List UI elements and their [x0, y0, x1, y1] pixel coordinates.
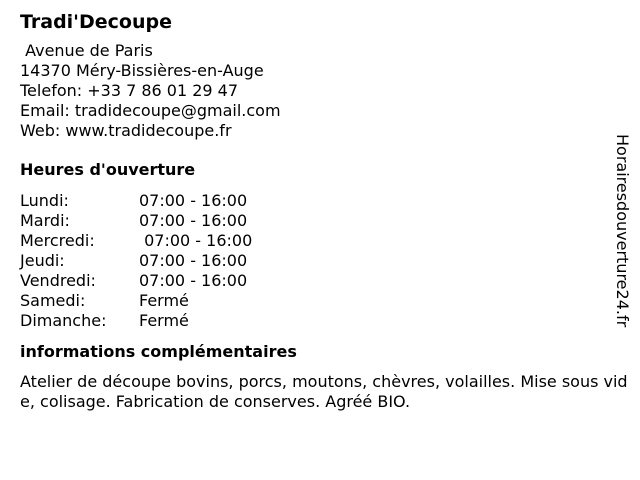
hours-row-tuesday	[20, 211, 620, 231]
hours-row-wednesday	[20, 231, 620, 251]
hours-row-saturday	[20, 291, 620, 311]
business-name: Tradi'Decoupe	[20, 11, 172, 33]
hours-row-thursday	[20, 251, 620, 271]
watermark-text: Horairesdouverture24.fr	[613, 134, 632, 328]
email-line: Email: tradidecoupe@gmail.com	[20, 101, 281, 120]
time-value: 07:00 - 16:00	[139, 231, 253, 250]
time-value: 07:00 - 16:00	[139, 211, 248, 230]
day-label: Samedi:	[20, 291, 86, 310]
time-value: Fermé	[139, 291, 189, 310]
address-street: Avenue de Paris	[20, 41, 153, 60]
day-label: Jeudi:	[20, 251, 65, 270]
hours-table	[20, 191, 620, 331]
day-label: Dimanche:	[20, 311, 107, 330]
time-value: 07:00 - 16:00	[139, 191, 248, 210]
address-city: 14370 Méry-Bissières-en-Auge	[20, 61, 264, 80]
phone-line: Telefon: +33 7 86 01 29 47	[20, 81, 239, 100]
web-line: Web: www.tradidecoupe.fr	[20, 121, 232, 140]
hours-row-monday	[20, 191, 620, 211]
time-value: Fermé	[139, 311, 189, 330]
day-label: Vendredi:	[20, 271, 96, 290]
time-value: 07:00 - 16:00	[139, 251, 248, 270]
day-label: Mardi:	[20, 211, 70, 230]
info-description: Atelier de découpe bovins, porcs, moutons, chèvres, volailles. Mise sous vide, colisage. Fabrication de conserves. Agréé BIO.	[20, 372, 628, 411]
day-label: Lundi:	[20, 191, 69, 210]
info-title: informations complémentaires	[20, 342, 297, 361]
hours-title: Heures d'ouverture	[20, 160, 196, 179]
time-value: 07:00 - 16:00	[139, 271, 248, 290]
day-label: Mercredi:	[20, 231, 95, 250]
hours-row-sunday	[20, 311, 620, 331]
hours-row-friday	[20, 271, 620, 291]
